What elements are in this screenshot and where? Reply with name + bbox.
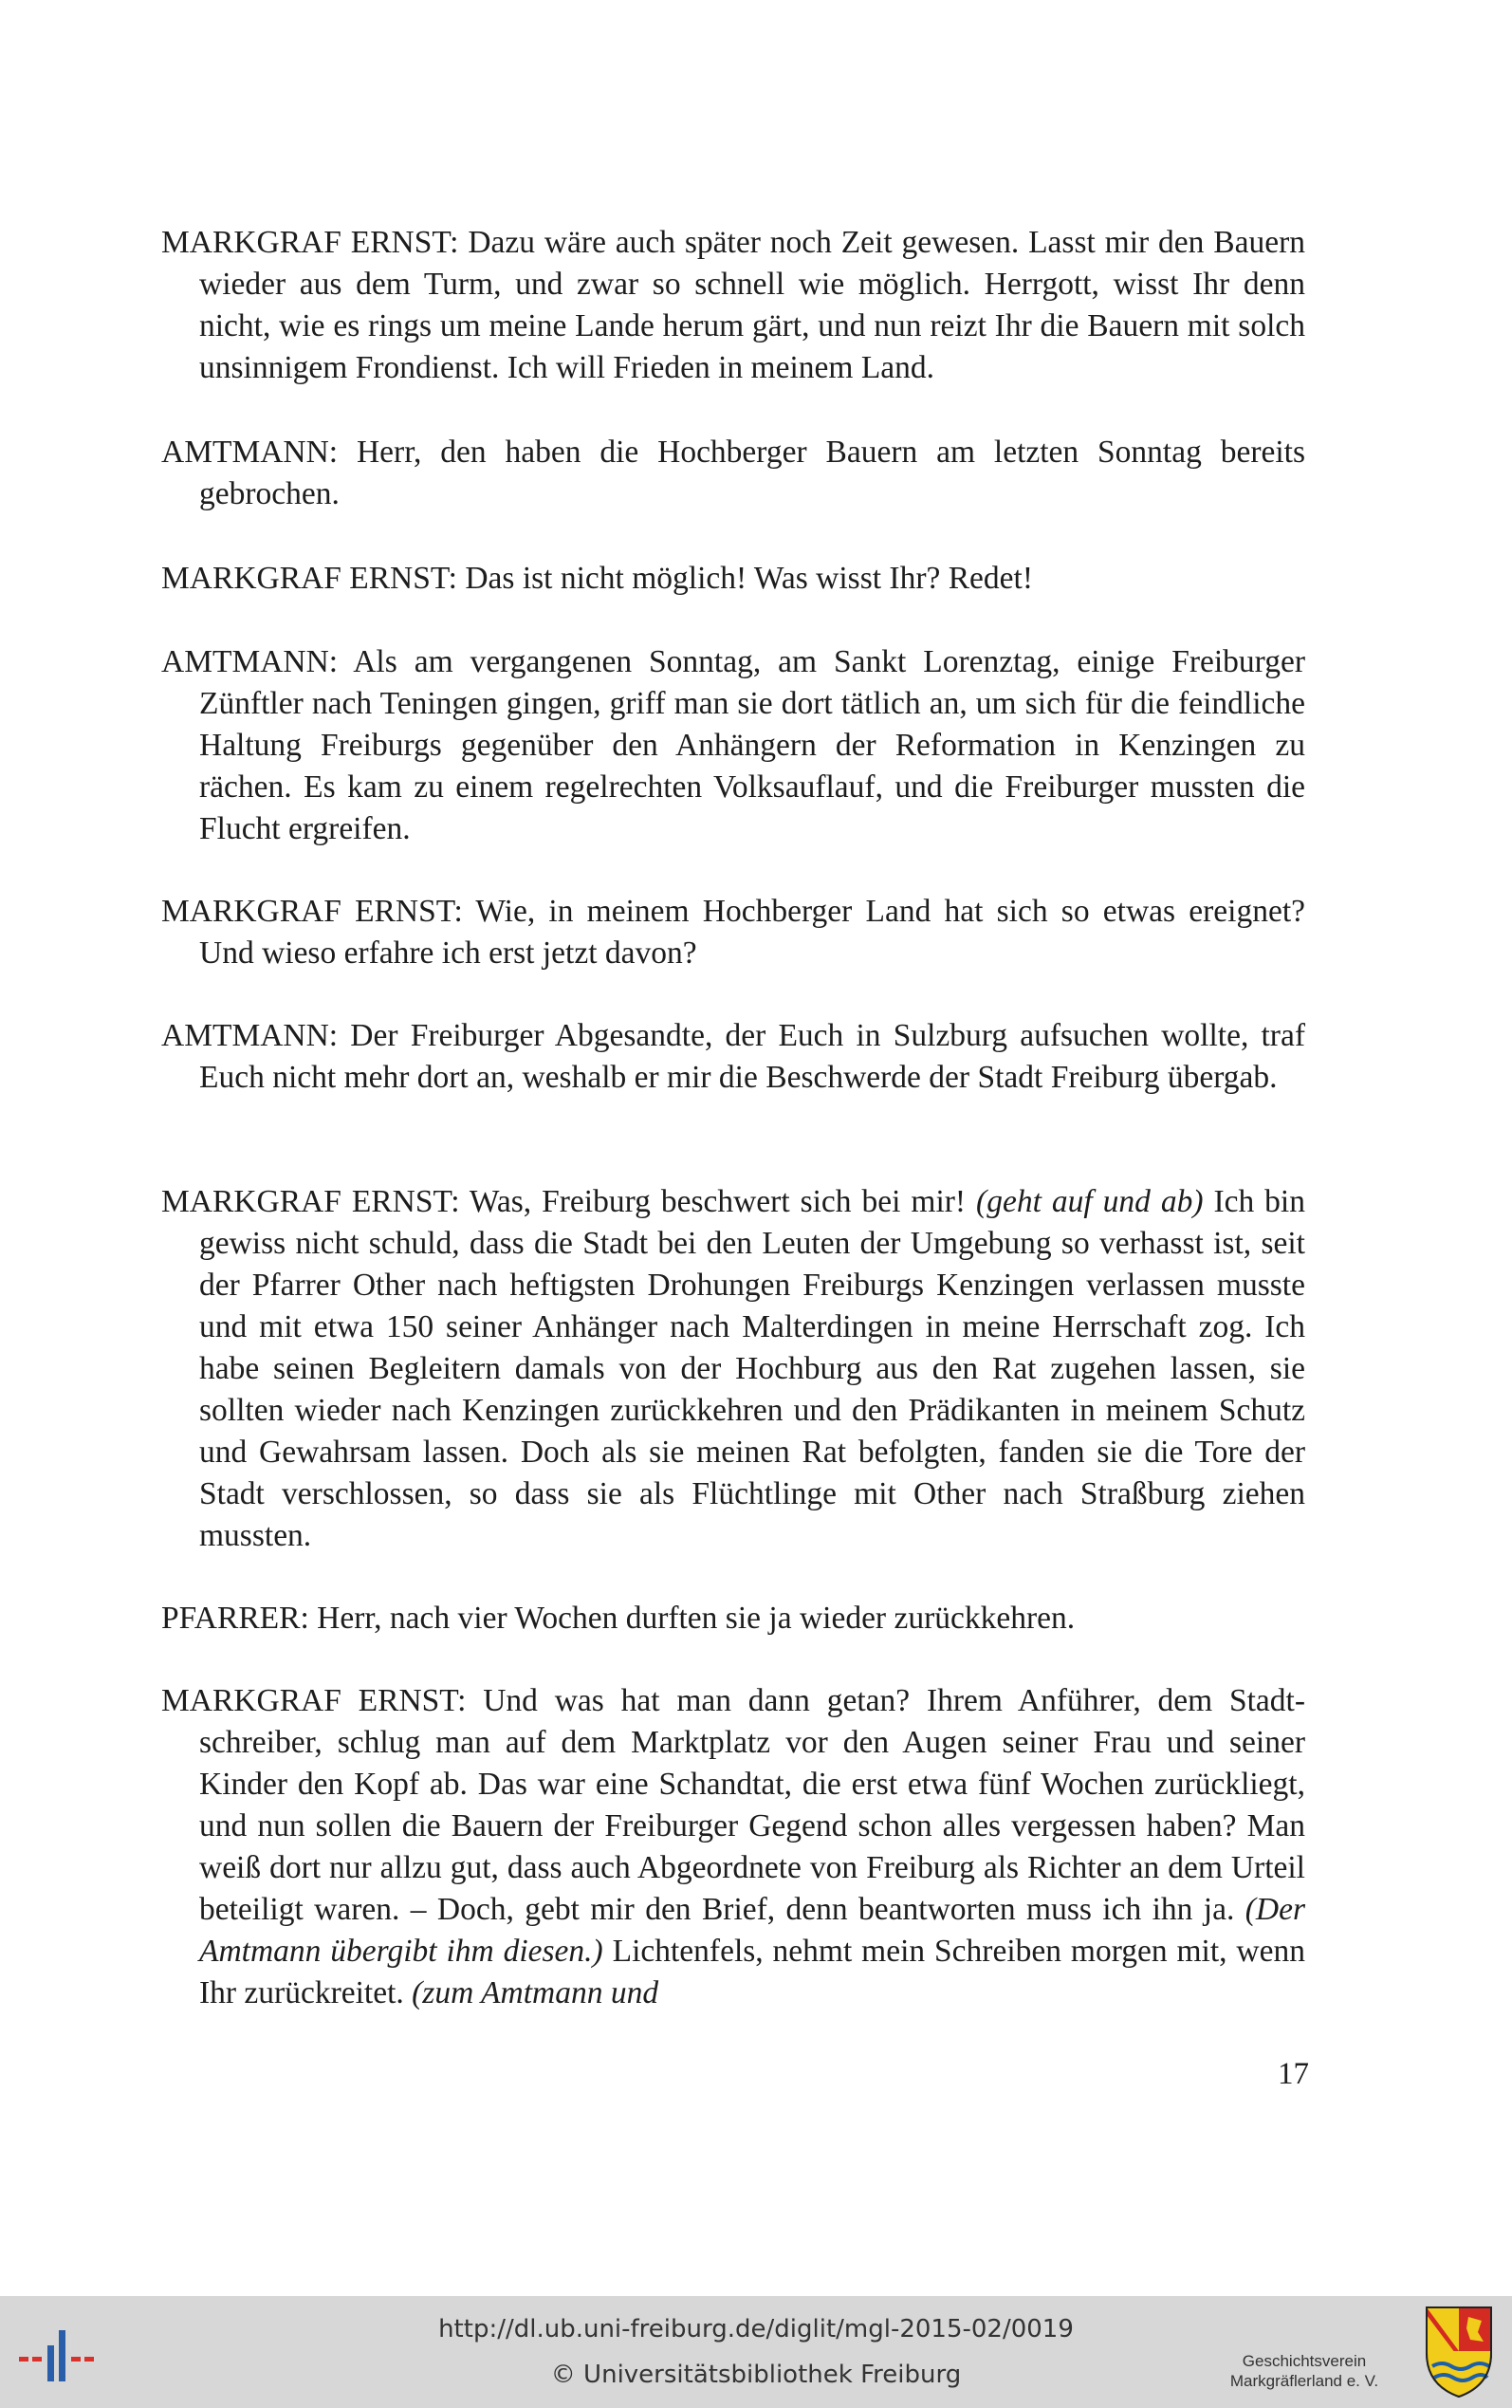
paragraph-text: MARKGRAF ERNST: Das ist nicht möglich! Was wisst Ihr? Redet! (161, 561, 1034, 596)
paragraph-text: AMTMANN: Herr, den haben die Hochberger Bauern am letzten Sonntag bereits gebrochen. (161, 435, 1305, 511)
dialogue-paragraph (161, 641, 1305, 850)
society-name-line: Markgräflerland e. V. (1229, 2372, 1379, 2390)
paragraph-text: MARKGRAF ERNST: Was, Freiburg beschwert sich bei mir! (161, 1184, 977, 1219)
dialogue-paragraph (161, 1181, 1305, 1557)
society-name-line: Geschichtsverein (1242, 2352, 1367, 2370)
coat-of-arms-icon (1423, 2304, 1495, 2399)
stage-direction: (zum Amtmann und (412, 1975, 659, 2010)
page-number: 17 (1278, 2057, 1309, 2091)
stage-direction: (geht auf und ab) (976, 1184, 1204, 1219)
footer-bar (0, 2296, 1512, 2408)
dialogue-paragraph (161, 1015, 1305, 1099)
paragraph-text: MARKGRAF ERNST: Wie, in meinem Hochberger Land hat sich so etwas ereignet? Und wieso erfahre ich erst jetzt davon? (161, 894, 1305, 971)
dialogue-paragraph (161, 1598, 1305, 1639)
footer-copyright: © Universitätsbibliothek Freiburg (550, 2361, 962, 2389)
dialogue-paragraph (161, 1680, 1305, 2014)
paragraph-text: AMTMANN: Als am vergangenen Sonntag, am Sankt Lorenztag, einige Freiburger Zünftler nach Teningen gingen, griff man sie dort tätlich an, um sich für die feindliche Haltung Freiburgs gegenüber den Anhängern der Reformation in Kenzingen zu rächen. Es kam zu einem regelrechten Volksauflauf, und die Freiburger mussten die Flucht ergreifen. (161, 644, 1305, 846)
paragraph-text: AMTMANN: Der Freiburger Abgesandte, der Euch in Sulzburg aufsuchen wollte, traf Euch nicht mehr dort an, weshalb er mir die Beschwerde der Stadt Freiburg übergab. (161, 1018, 1305, 1095)
paragraph-text: Lichtenfels, nehmt mein Schreiben morgen mit, wenn Ihr zurückreitet. (199, 1934, 1305, 2010)
dialogue-paragraph (161, 222, 1305, 389)
paragraph-text: Ich bin gewiss nicht schuld, dass die Stadt bei den Leuten der Umgebung so verhasst ist, seit der Pfarrer Other nach heftigsten Drohungen Freiburgs Kenzingen verlassen musste und mit etwa 150 seiner Anhänger nach Malterdingen in meine Herrschaft zog. Ich habe seinen Begleitern damals von der Hochburg aus den Rat zugehen lassen, sie sollten wieder nach Kenzingen zurückkehren und den Prädikanten in meinem Schutz und Gewahrsam lassen. Doch als sie meinen Rat befolgten, fanden sie die Tore der Stadt verschlossen, so dass sie als Flüchtlinge mit Other nach Straßburg ziehen mussten. (199, 1184, 1305, 1553)
footer-url-link[interactable]: http://dl.ub.uni-freiburg.de/diglit/mgl-2015-02/0019 (438, 2315, 1074, 2343)
paragraph-text: MARKGRAF ERNST: Und was hat man dann getan? Ihrem Anführer, dem Stadtschreiber, schlug man auf dem Marktplatz vor den Augen seiner Frau und seiner Kinder den Kopf ab. Das war eine Schandtat, die erst etwa fünf Wochen zurückliegt, und nun sollen die Bauern der Freiburger Gegend schon alles vergessen haben? Man weiß dort nur allzu gut, dass auch Abgeordnete von Freiburg als Richter an dem Urteil beteiligt waren. – Doch, gebt mir den Brief, denn beantworten muss ich ihn ja. (161, 1683, 1305, 1927)
paragraph-text: MARKGRAF ERNST: Dazu wäre auch später noch Zeit gewesen. Lasst mir den Bauern wieder aus dem Turm, und zwar so schnell wie möglich. Herrgott, wisst Ihr denn nicht, wie es rings um meine Lande herum gärt, und nun reizt Ihr die Bauern mit solch unsinnigem Frondienst. Ich will Frieden in meinem Land. (161, 225, 1305, 385)
dialogue-paragraph (161, 558, 1305, 600)
paragraph-text: PFARRER: Herr, nach vier Wochen durften sie ja wieder zurückkehren. (161, 1601, 1076, 1636)
society-name (1195, 2351, 1413, 2391)
stage-direction: (Der Amtmann übergibt ihm diesen.) (199, 1892, 1305, 1969)
dialogue-paragraph (161, 432, 1305, 515)
dialogue-paragraph (161, 891, 1305, 974)
